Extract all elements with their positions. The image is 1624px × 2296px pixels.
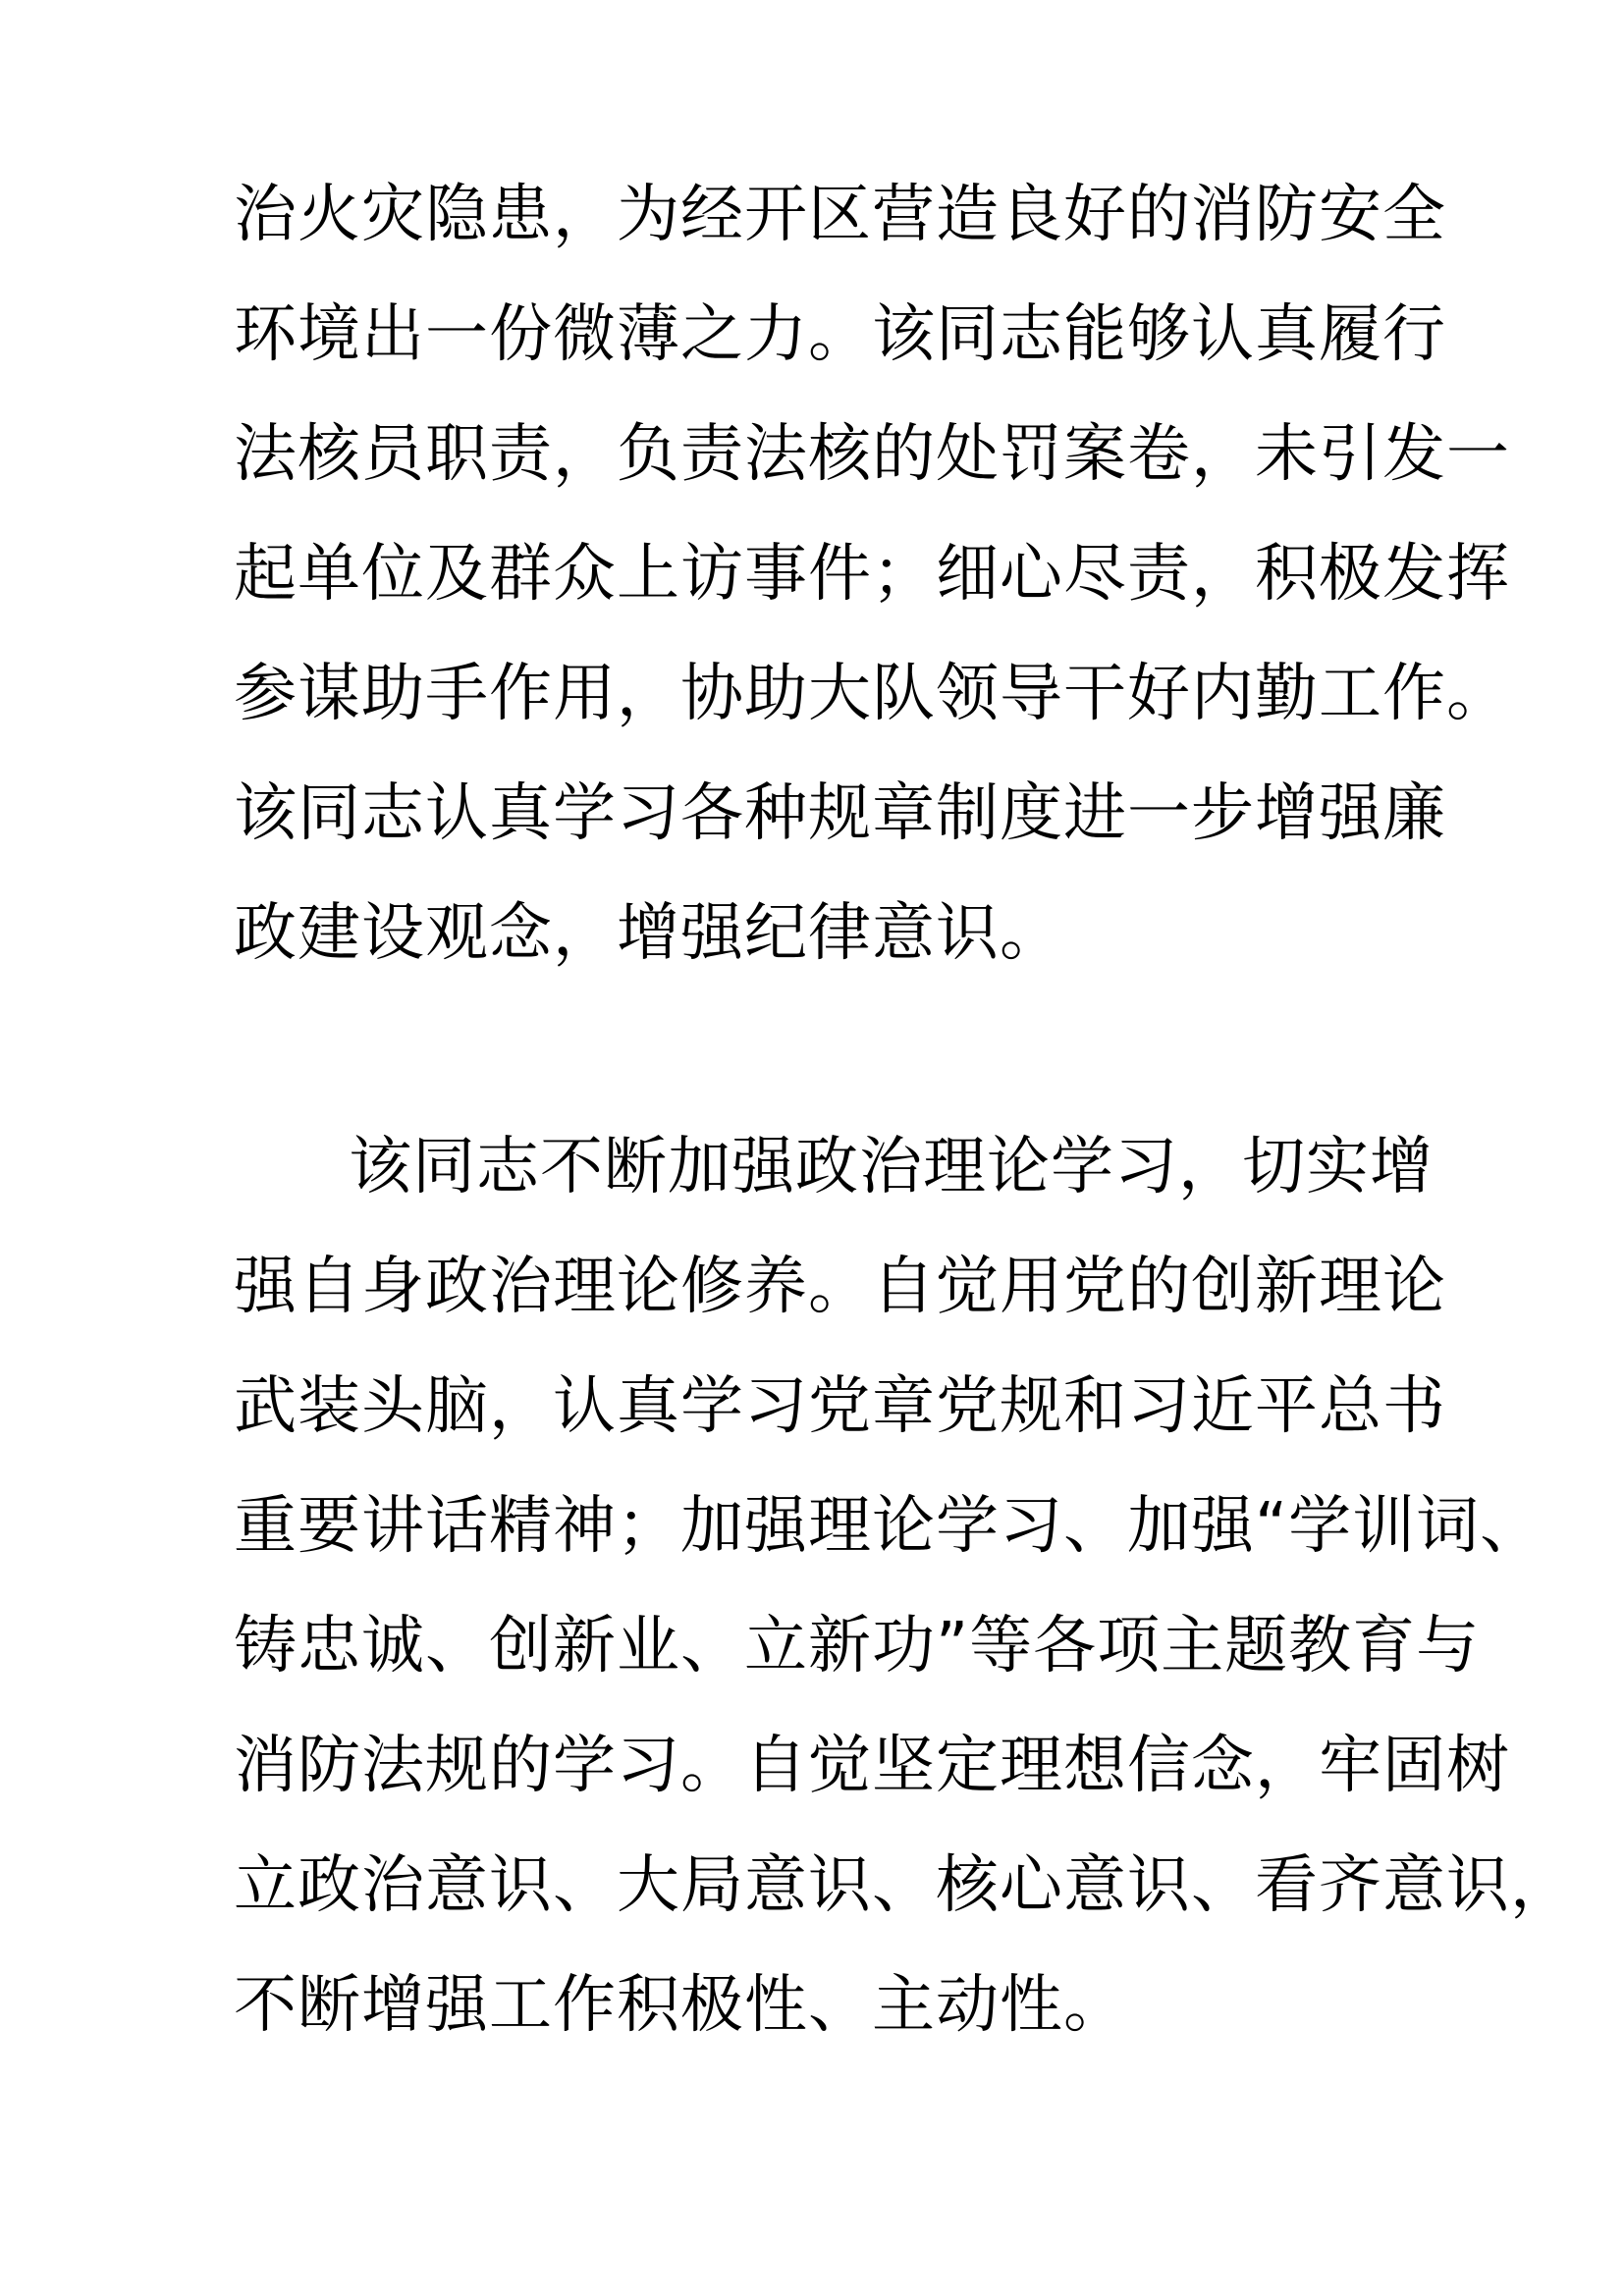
text-line: 强自身政治理论修养。自觉用党的创新理论: [234, 1251, 1446, 1323]
text-line: 该同志认真学习各种规章制度进一步增强廉: [234, 777, 1446, 850]
text-line: 重要讲话精神；加强理论学习、加强“学训词、: [234, 1490, 1544, 1563]
text-line: 立政治意识、大局意识、核心意识、看齐意识，: [234, 1849, 1574, 1922]
text-line: 政建设观念，增强纪律意识。: [234, 897, 1063, 970]
text-line: 武装头脑，认真学习党章党规和习近平总书: [234, 1370, 1446, 1443]
text-line: 法核员职责，负责法核的处罚案卷，未引发一: [234, 418, 1510, 491]
text-line: 参谋助手作用，协助大队领导干好内勤工作。: [234, 658, 1510, 730]
text-line: 起单位及群众上访事件；细心尽责，积极发挥: [234, 538, 1510, 611]
text-line: 铸忠诚、创新业、立新功”等各项主题教育与: [234, 1610, 1481, 1682]
text-line: 消防法规的学习。自觉坚定理想信念，牢固树: [234, 1730, 1510, 1802]
text-line: 环境出一份微薄之力。该同志能够认真履行: [234, 298, 1446, 371]
text-line: 该同志不断加强政治理论学习，切实增: [349, 1131, 1434, 1203]
text-line: 不断增强工作积极性、主动性。: [234, 1969, 1127, 2042]
text-line: 治火灾隐患，为经开区营造良好的消防安全: [234, 179, 1446, 251]
